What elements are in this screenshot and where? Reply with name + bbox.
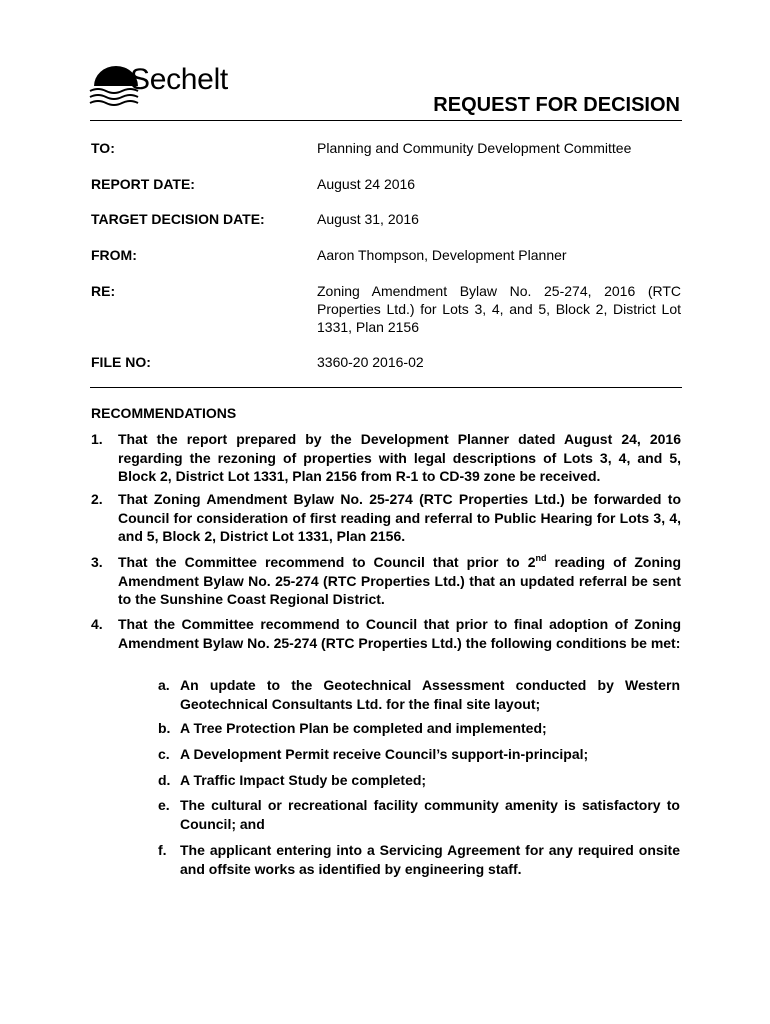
recommendation-text: That Zoning Amendment Bylaw No. 25-274 (RTC Properties Ltd.) be forwarded to Council for consideration of first reading and referral to Public Hearing for Lots 3, 4, and 5, Block 2, District Lot 1331, Plan 2156. bbox=[118, 491, 681, 544]
recommendations-heading: RECOMMENDATIONS bbox=[91, 405, 237, 421]
recommendation-number: 3. bbox=[91, 554, 103, 570]
file-no-label: FILE NO: bbox=[91, 354, 151, 370]
ordinal-superscript: nd bbox=[535, 553, 547, 563]
to-label: TO: bbox=[91, 140, 115, 156]
target-decision-date-value: August 31, 2016 bbox=[317, 211, 419, 227]
recommendation-number: 2. bbox=[91, 491, 103, 507]
recommendation-item bbox=[91, 490, 681, 546]
condition-text: An update to the Geotechnical Assessment conducted by Western Geotechnical Consultants Ltd. for the final site layout; bbox=[180, 677, 680, 712]
recommendation-number: 4. bbox=[91, 616, 103, 632]
condition-text: The applicant entering into a Servicing Agreement for any required onsite and offsite works as identified by engineering staff. bbox=[180, 842, 680, 877]
from-label: FROM: bbox=[91, 247, 137, 263]
target-decision-date-label: TARGET DECISION DATE: bbox=[91, 211, 265, 227]
recommendation-text: That the report prepared by the Development Planner dated August 24, 2016 regarding the rezoning of properties with legal descriptions of Lots 3, 4, and 5, Block 2, District Lot 1331, Plan 2156 from R-1 to CD-39 zone be received. bbox=[118, 431, 681, 484]
sechelt-logo bbox=[88, 62, 268, 120]
condition-letter: e. bbox=[158, 797, 170, 813]
logo-text: Sechelt bbox=[130, 63, 228, 96]
recommendation-item bbox=[91, 553, 681, 609]
from-value: Aaron Thompson, Development Planner bbox=[317, 247, 567, 263]
condition-letter: a. bbox=[158, 677, 170, 693]
report-date-label: REPORT DATE: bbox=[91, 176, 195, 192]
condition-item bbox=[158, 745, 680, 764]
condition-letter: c. bbox=[158, 746, 170, 762]
file-no-value: 3360-20 2016-02 bbox=[317, 354, 424, 370]
condition-item bbox=[158, 676, 680, 713]
report-date-value: August 24 2016 bbox=[317, 176, 416, 192]
recommendation-text: That the Committee recommend to Council that prior to final adoption of Zoning Amendment Bylaw No. 25-274 (RTC Properties Ltd.) the following conditions be met: bbox=[118, 616, 681, 651]
to-value: Planning and Community Development Committee bbox=[317, 140, 632, 156]
condition-text: A Tree Protection Plan be completed and implemented; bbox=[180, 720, 547, 736]
condition-letter: d. bbox=[158, 772, 171, 788]
condition-text: A Traffic Impact Study be completed; bbox=[180, 772, 427, 788]
header-divider bbox=[90, 120, 682, 121]
condition-letter: b. bbox=[158, 720, 171, 736]
condition-letter: f. bbox=[158, 842, 167, 858]
re-label: RE: bbox=[91, 283, 116, 299]
condition-item bbox=[158, 796, 680, 833]
re-value: Zoning Amendment Bylaw No. 25-274, 2016 (RTC Properties Ltd.) for Lots 3, 4, and 5, Block 2, District Lot 1331, Plan 2156 bbox=[317, 283, 681, 335]
recommendation-text: That the Committee recommend to Council that prior to 2nd reading of Zoning Amendment Bylaw No. 25-274 (RTC Properties Ltd.) that an updated referral be sent to the Sunshine Coast Regional District. bbox=[118, 553, 681, 607]
recommendation-item bbox=[91, 615, 681, 652]
recommendation-item bbox=[91, 430, 681, 486]
document-title: REQUEST FOR DECISION bbox=[433, 94, 680, 116]
condition-text: The cultural or recreational facility community amenity is satisfactory to Council; and bbox=[180, 797, 680, 832]
section-divider bbox=[90, 387, 682, 388]
condition-item bbox=[158, 719, 680, 738]
condition-item bbox=[158, 771, 680, 790]
condition-item bbox=[158, 841, 680, 878]
recommendation-number: 1. bbox=[91, 431, 103, 447]
condition-text: A Development Permit receive Council’s support-in-principal; bbox=[180, 746, 589, 762]
